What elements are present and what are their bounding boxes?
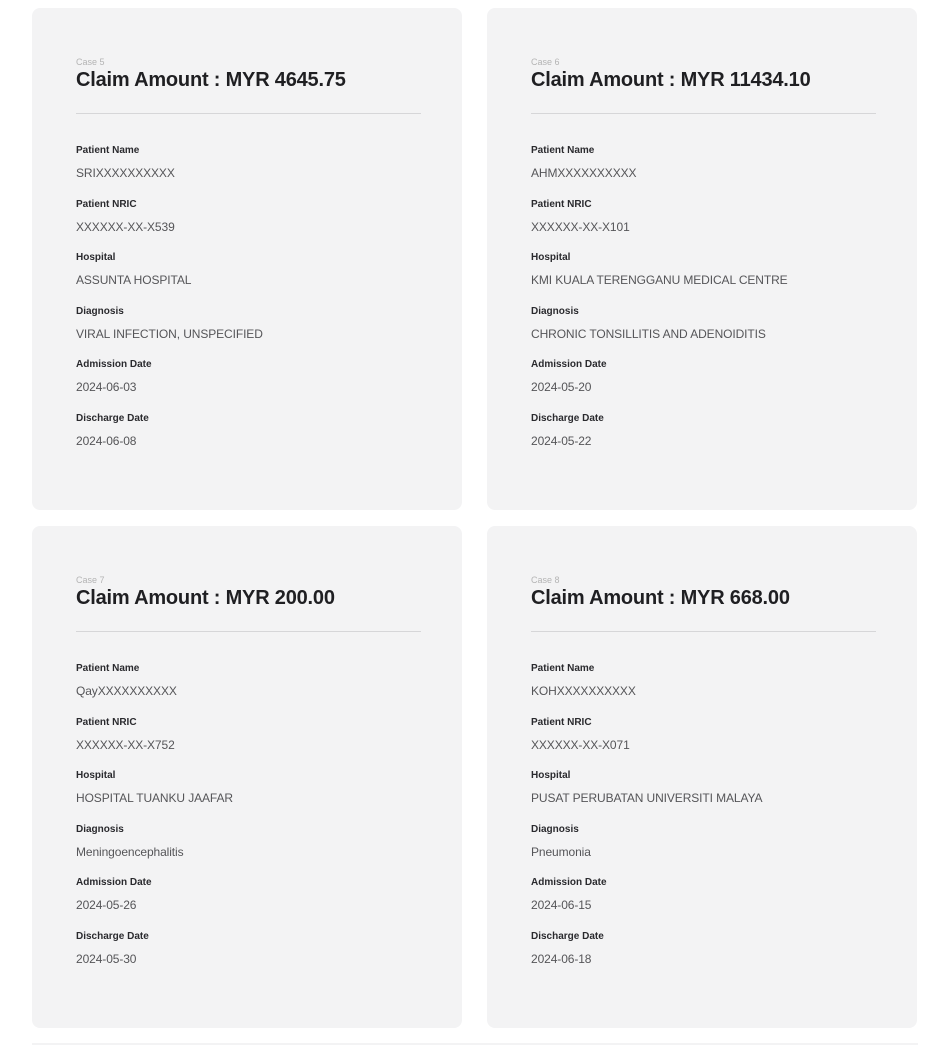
claim-details xyxy=(531,663,873,984)
field-patient-name xyxy=(76,663,418,717)
discharge-date-value: 2024-05-30 xyxy=(76,951,137,966)
patient-name-value: AHMXXXXXXXXXX xyxy=(531,166,637,180)
field-patient-nric xyxy=(76,717,418,771)
field-label: Patient NRIC xyxy=(76,198,137,210)
field-patient-name xyxy=(531,145,873,199)
field-label: Admission Date xyxy=(531,877,607,888)
divider xyxy=(531,113,876,114)
patient-name-value: QayXXXXXXXXXX xyxy=(76,684,177,698)
divider xyxy=(76,113,421,114)
field-label: Admission Date xyxy=(76,877,152,888)
claim-amount: Claim Amount : MYR 4645.75 xyxy=(76,69,346,91)
field-hospital xyxy=(76,252,418,306)
field-label: Discharge Date xyxy=(531,412,604,424)
field-patient-nric xyxy=(531,717,873,771)
field-label: Patient NRIC xyxy=(531,716,592,728)
field-patient-name xyxy=(531,663,873,717)
field-label: Diagnosis xyxy=(76,305,124,317)
field-diagnosis xyxy=(531,306,873,360)
field-label: Discharge Date xyxy=(531,930,604,942)
discharge-date-value: 2024-06-08 xyxy=(76,433,137,448)
field-hospital xyxy=(76,770,418,824)
claim-details xyxy=(76,145,418,466)
claim-amount: Claim Amount : MYR 200.00 xyxy=(76,587,335,609)
admission-date-value: 2024-05-20 xyxy=(531,380,592,394)
field-patient-nric xyxy=(531,199,873,253)
field-admission-date xyxy=(76,877,418,931)
field-label: Hospital xyxy=(76,770,116,781)
field-patient-name xyxy=(76,145,418,199)
diagnosis-value: Pneumonia xyxy=(531,844,591,859)
admission-date-value: 2024-05-26 xyxy=(76,898,137,912)
field-label: Admission Date xyxy=(531,359,607,370)
case-label: Case 6 xyxy=(531,57,560,67)
field-label: Discharge Date xyxy=(76,930,149,942)
field-admission-date xyxy=(531,359,873,413)
case-label: Case 7 xyxy=(76,575,105,585)
diagnosis-value: CHRONIC TONSILLITIS AND ADENOIDITIS xyxy=(531,326,766,341)
field-diagnosis xyxy=(531,824,873,878)
claim-amount: Claim Amount : MYR 668.00 xyxy=(531,587,790,609)
field-label: Diagnosis xyxy=(531,305,579,317)
field-discharge-date xyxy=(531,413,873,467)
claim-card[interactable] xyxy=(32,8,462,510)
case-label: Case 8 xyxy=(531,575,560,585)
field-label: Patient NRIC xyxy=(531,198,592,210)
field-label: Discharge Date xyxy=(76,412,149,424)
claim-details xyxy=(76,663,418,984)
field-label: Hospital xyxy=(76,252,116,263)
field-label: Patient Name xyxy=(76,145,140,156)
field-diagnosis xyxy=(76,306,418,360)
discharge-date-value: 2024-06-18 xyxy=(531,951,592,966)
hospital-value: KMI KUALA TERENGGANU MEDICAL CENTRE xyxy=(531,273,788,287)
diagnosis-value: VIRAL INFECTION, UNSPECIFIED xyxy=(76,326,263,341)
claim-card[interactable] xyxy=(487,526,917,1028)
case-label: Case 5 xyxy=(76,57,105,67)
discharge-date-value: 2024-05-22 xyxy=(531,433,592,448)
patient-nric-value: XXXXXX-XX-X752 xyxy=(76,737,175,752)
field-hospital xyxy=(531,770,873,824)
patient-nric-value: XXXXXX-XX-X071 xyxy=(531,737,630,752)
divider xyxy=(531,631,876,632)
field-hospital xyxy=(531,252,873,306)
field-admission-date xyxy=(76,359,418,413)
field-discharge-date xyxy=(76,931,418,985)
diagnosis-value: Meningoencephalitis xyxy=(76,844,184,859)
patient-name-value: SRIXXXXXXXXXX xyxy=(76,166,175,180)
divider xyxy=(76,631,421,632)
admission-date-value: 2024-06-03 xyxy=(76,380,137,394)
field-discharge-date xyxy=(531,931,873,985)
patient-nric-value: XXXXXX-XX-X539 xyxy=(76,219,175,234)
patient-name-value: KOHXXXXXXXXXX xyxy=(531,684,636,698)
hospital-value: PUSAT PERUBATAN UNIVERSITI MALAYA xyxy=(531,791,763,805)
field-label: Hospital xyxy=(531,252,571,263)
field-label: Patient Name xyxy=(76,663,140,674)
field-admission-date xyxy=(531,877,873,931)
claim-details xyxy=(531,145,873,466)
field-discharge-date xyxy=(76,413,418,467)
field-label: Hospital xyxy=(531,770,571,781)
field-patient-nric xyxy=(76,199,418,253)
field-diagnosis xyxy=(76,824,418,878)
field-label: Diagnosis xyxy=(531,823,579,835)
hospital-value: HOSPITAL TUANKU JAAFAR xyxy=(76,791,233,805)
hospital-value: ASSUNTA HOSPITAL xyxy=(76,273,192,287)
field-label: Patient NRIC xyxy=(76,716,137,728)
field-label: Patient Name xyxy=(531,663,595,674)
field-label: Admission Date xyxy=(76,359,152,370)
claim-card[interactable] xyxy=(32,526,462,1028)
field-label: Patient Name xyxy=(531,145,595,156)
claim-amount: Claim Amount : MYR 11434.10 xyxy=(531,69,811,91)
patient-nric-value: XXXXXX-XX-X101 xyxy=(531,219,630,234)
field-label: Diagnosis xyxy=(76,823,124,835)
admission-date-value: 2024-06-15 xyxy=(531,898,592,912)
claim-card[interactable] xyxy=(487,8,917,510)
